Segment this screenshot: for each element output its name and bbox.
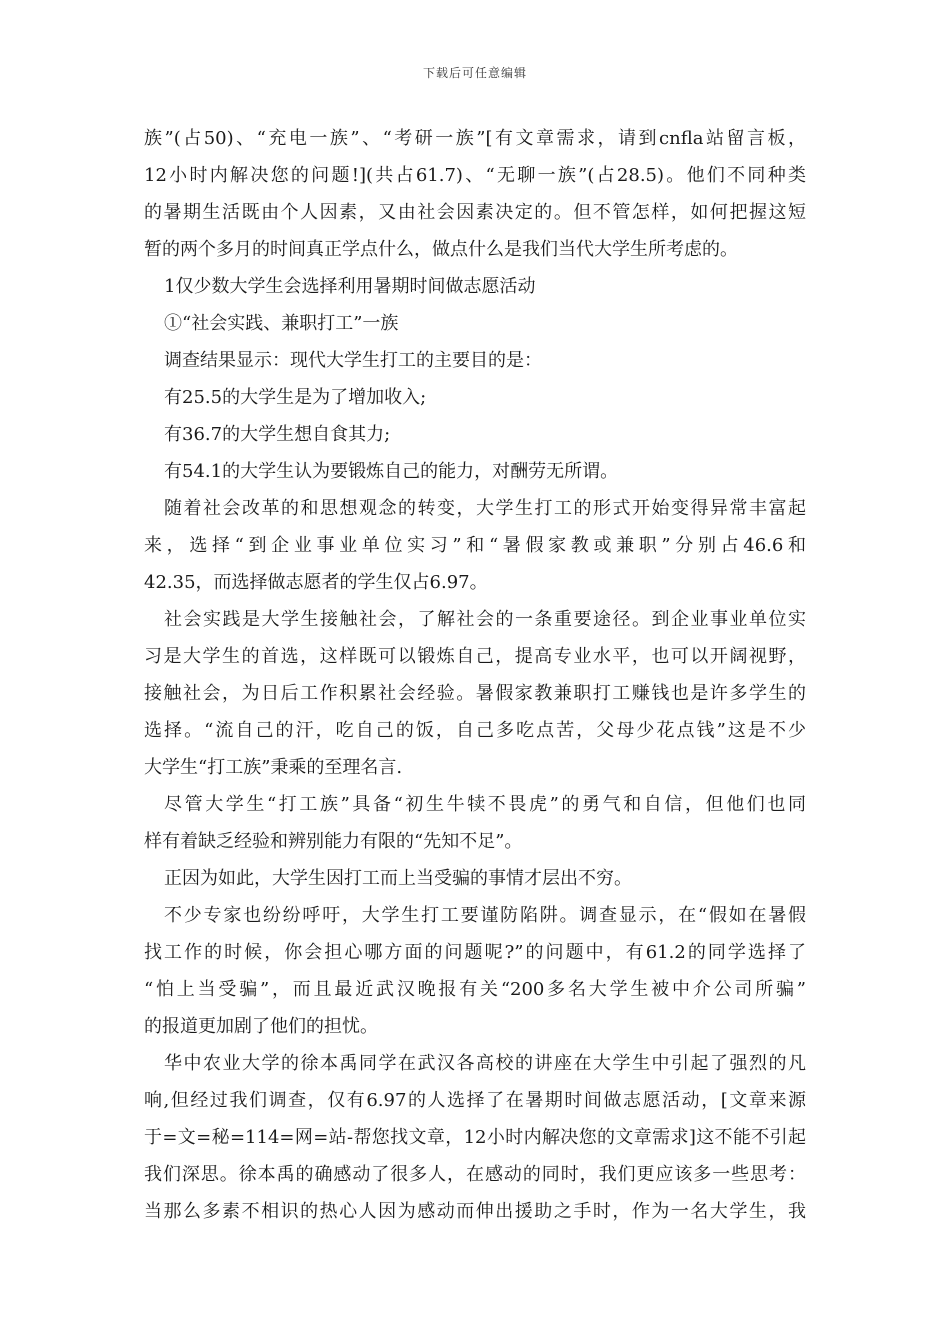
- text-line: 响,但经过我们调查，仅有6.97的人选择了在暑期时间做志愿活动，[文章来源: [144, 1090, 806, 1111]
- text-line: 有36.7的大学生想自食其力;: [164, 424, 391, 445]
- text-line: “怕上当受骗”，而且最近武汉晚报有关“200多名大学生被中介公司所骗”: [144, 979, 806, 1000]
- text-line: 样有着缺乏经验和辨别能力有限的“先知不足”。: [144, 831, 523, 852]
- text-line: 有54.1的大学生认为要锻炼自己的能力，对酬劳无所谓。: [164, 461, 619, 482]
- page-header: 下载后可任意编辑: [422, 66, 527, 80]
- text-line: 族”(占50)、“充电一族”、“考研一族”[有文章需求，请到cnfla站留言板，: [144, 128, 806, 149]
- text-line: 找工作的时候，你会担心哪方面的问题呢?”的问题中，有61.2的同学选择了: [144, 942, 806, 963]
- text-line: 1仅少数大学生会选择利用暑期时间做志愿活动: [164, 276, 536, 297]
- text-line: 选择。“流自己的汗，吃自己的饭，自己多吃点苦，父母少花点钱”这是不少: [144, 720, 806, 741]
- text-line: 来，选择“到企业事业单位实习”和“暑假家教或兼职”分别占46.6和: [144, 535, 806, 556]
- text-line: 接触社会，为日后工作积累社会经验。暑假家教兼职打工赚钱也是许多学生的: [144, 683, 806, 704]
- text-line: 习是大学生的首选，这样既可以锻炼自己，提高专业水平，也可以开阔视野，: [144, 646, 806, 667]
- text-line: 于=文=秘=114=网=站-帮您找文章，12小时内解决您的文章需求]这不能不引起: [144, 1127, 806, 1148]
- text-line: 暂的两个多月的时间真正学点什么，做点什么是我们当代大学生所考虑的。: [144, 239, 738, 260]
- text-line: 42.35，而选择做志愿者的学生仅占6.97。: [144, 572, 488, 593]
- text-line: 尽管大学生“打工族”具备“初生牛犊不畏虎”的勇气和自信，但他们也同: [164, 794, 806, 815]
- text-line: 当那么多素不相识的热心人因为感动而伸出援助之手时，作为一名大学生，我: [144, 1201, 806, 1222]
- text-line: 正因为如此，大学生因打工而上当受骗的事情才层出不穷。: [164, 868, 632, 889]
- document-body: [144, 120, 806, 1230]
- text-line: 华中农业大学的徐本禹同学在武汉各高校的讲座在大学生中引起了强烈的凡: [164, 1053, 806, 1074]
- text-line: 有25.5的大学生是为了增加收入;: [164, 387, 427, 408]
- text-line: 的报道更加剧了他们的担忧。: [144, 1016, 378, 1037]
- text-line: 大学生“打工族”秉乘的至理名言.: [144, 757, 403, 778]
- text-line: 我们深思。徐本禹的确感动了很多人，在感动的同时，我们更应该多一些思考：: [144, 1164, 806, 1185]
- text-line: 12小时内解决您的问题!](共占61.7)、“无聊一族”(占28.5)。他们不同种类: [144, 165, 806, 186]
- text-line: 社会实践是大学生接触社会，了解社会的一条重要途径。到企业事业单位实: [164, 609, 806, 630]
- text-line: 不少专家也纷纷呼吁，大学生打工要谨防陷阱。调查显示，在“假如在暑假: [164, 905, 806, 926]
- text-line: 的暑期生活既由个人因素，又由社会因素决定的。但不管怎样，如何把握这短: [144, 202, 806, 223]
- text-line: 随着社会改革的和思想观念的转变，大学生打工的形式开始变得异常丰富起: [164, 498, 806, 519]
- text-line: ①“社会实践、兼职打工”一族: [164, 313, 399, 334]
- text-line: 调查结果显示：现代大学生打工的主要目的是：: [164, 350, 542, 371]
